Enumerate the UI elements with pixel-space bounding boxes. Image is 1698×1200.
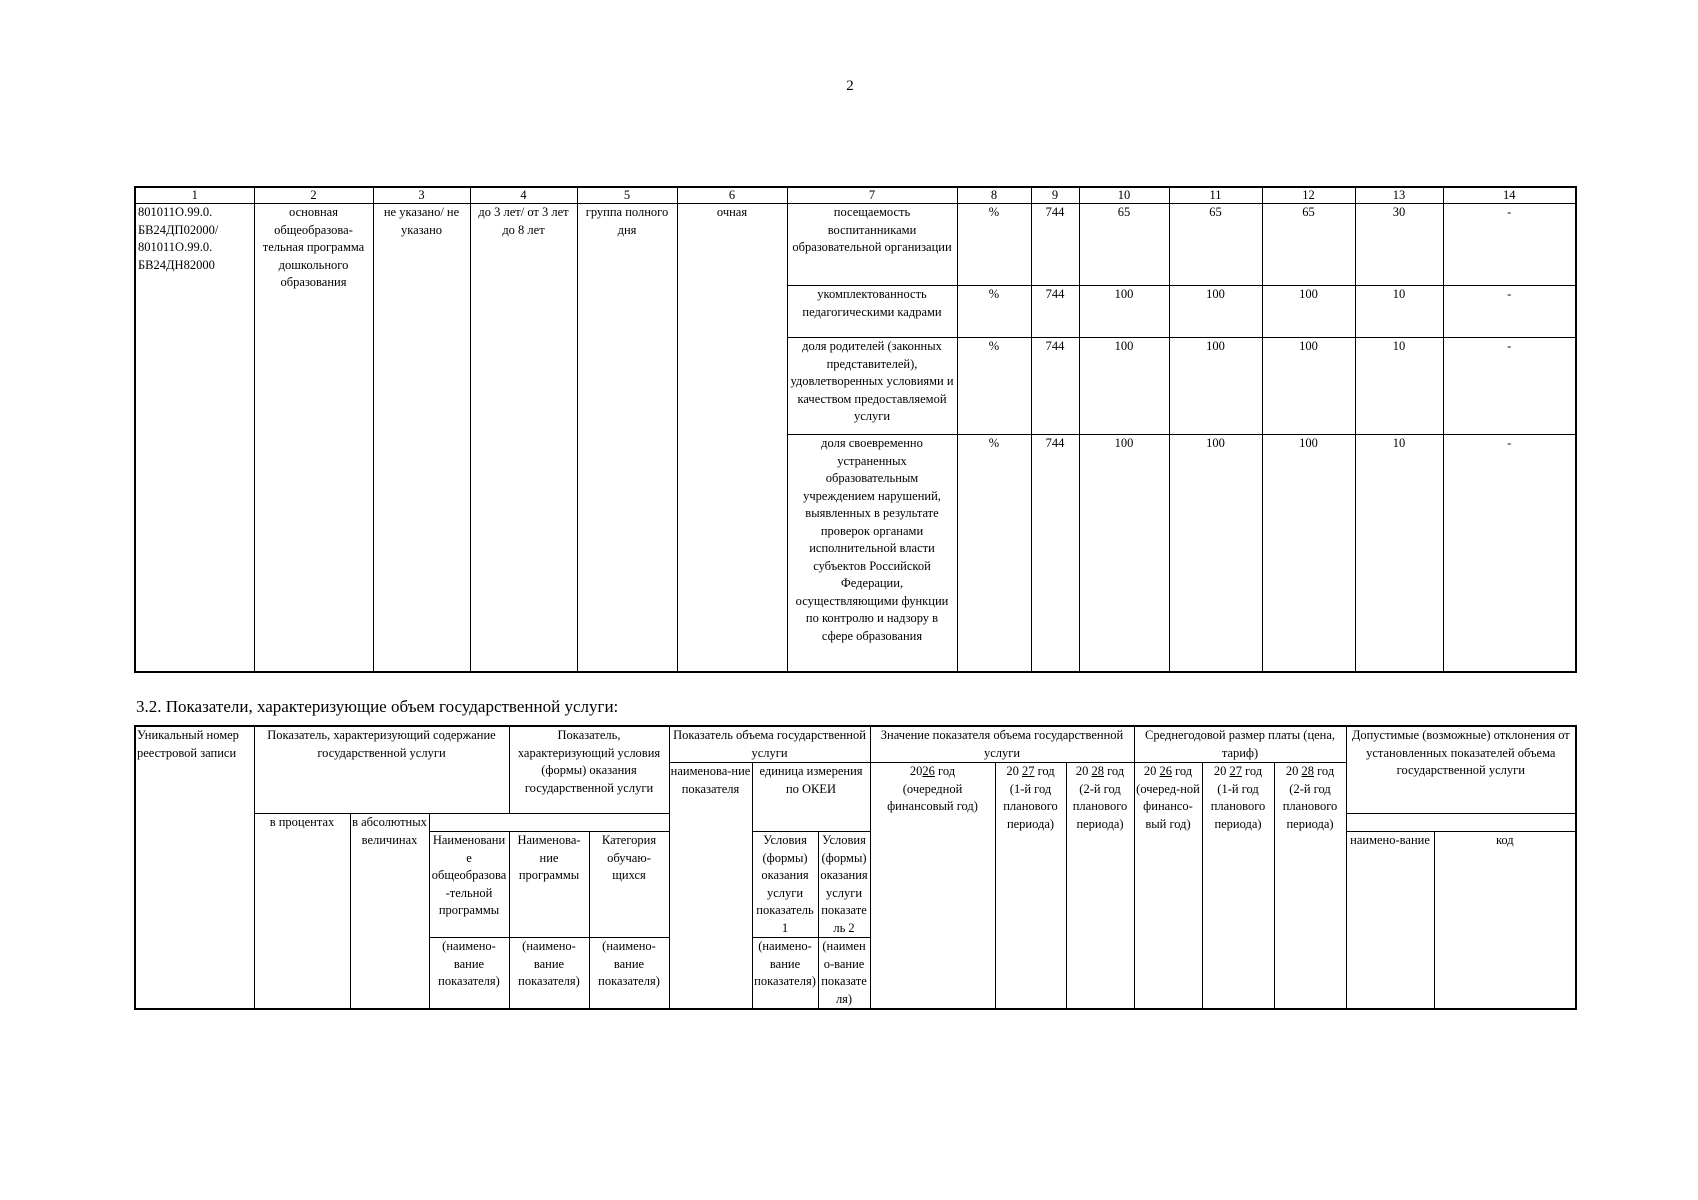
group-cell: группа полного дня: [577, 204, 677, 672]
section-title: 3.2. Показатели, характеризующие объем государственной услуги:: [136, 697, 619, 716]
year-2026-header: [870, 763, 995, 1010]
form-cell: очная: [677, 204, 787, 672]
year-suffix: 27: [1021, 764, 1035, 778]
column-number: 4: [470, 187, 577, 204]
column-number: 6: [677, 187, 787, 204]
year-2028-header: [1066, 763, 1134, 1010]
year-2027-header: [995, 763, 1066, 1010]
unit-cell: %: [957, 286, 1031, 338]
fee-2028-header: [1274, 763, 1346, 1010]
year-suffix: 27: [1229, 764, 1242, 778]
column-number: 13: [1355, 187, 1443, 204]
okei-code-cell: 744: [1031, 286, 1079, 338]
conditions-indicator-header: Показатель, характеризующий условия (формы) оказания государственной услуги: [509, 726, 669, 814]
value-2027: 100: [1169, 286, 1262, 338]
name-hint: (наимено-вание показателя): [429, 938, 509, 1010]
year-prefix: 20: [1006, 764, 1019, 778]
sub-header: Условия (формы) оказания услуги показатель 1: [752, 832, 818, 938]
okei-code-cell: 744: [1031, 435, 1079, 672]
deviation-percent: 10: [1355, 338, 1443, 435]
period-label: (очеред-ной финансо-вый год): [1136, 781, 1200, 831]
column-number: 8: [957, 187, 1031, 204]
year-prefix: 20: [1213, 764, 1227, 778]
indicator-name: доля родителей (законных представителей), удовлетворенных условиями и качеством предоставляемой услуги: [787, 338, 957, 435]
sub-header: Наименование общеобразова-тельной программы: [429, 832, 509, 938]
fee-2026-header: [1134, 763, 1202, 1010]
period-label: (2-й год планового периода): [1282, 781, 1338, 831]
age-cell: до 3 лет/ от 3 лет до 8 лет: [470, 204, 577, 672]
registry-header: Уникальный номер реестровой записи: [135, 726, 254, 1009]
sub-header: Категория обучаю-щихся: [589, 832, 669, 938]
indicator-name: доля своевременно устраненных образовательным учреждением нарушений, выявленных в результате проверок органами исполнительной власти субъектов Российской Федерации, осуществляющими функции по контролю и надзору в сфере образования: [787, 435, 957, 672]
sub-header: Наименова-ние программы: [509, 832, 589, 938]
indicator-name-header: наименова-ние показателя: [669, 763, 752, 1010]
value-2026: 100: [1079, 286, 1169, 338]
year-word: год: [1175, 764, 1193, 778]
header-row: [135, 726, 1576, 763]
column-number: 10: [1079, 187, 1169, 204]
value-2028: 100: [1262, 286, 1355, 338]
column-number: 9: [1031, 187, 1079, 204]
year-suffix: 28: [1091, 764, 1104, 778]
column-number: 11: [1169, 187, 1262, 204]
registry-number-cell: 801011О.99.0. БВ24ДП02000/ 801011О.99.0. БВ24ДН82000: [135, 204, 254, 672]
column-number: 14: [1443, 187, 1576, 204]
period-label: (очередной финансовый год): [887, 781, 978, 813]
table-row: [135, 204, 1576, 286]
deviation-absolute: -: [1443, 338, 1576, 435]
indicator-name: укомплектованность педагогическими кадрами: [787, 286, 957, 338]
unit-name-header: наимено-вание: [1346, 832, 1434, 1010]
value-2028: 65: [1262, 204, 1355, 286]
deviation-percent: 10: [1355, 286, 1443, 338]
period-label: (2-й год планового периода): [1072, 781, 1128, 831]
value-2026: 65: [1079, 204, 1169, 286]
value-2028: 100: [1262, 435, 1355, 672]
column-number: 3: [373, 187, 470, 204]
column-number: 7: [787, 187, 957, 204]
value-2026: 100: [1079, 435, 1169, 672]
okei-code-cell: 744: [1031, 204, 1079, 286]
deviation-absolute: -: [1443, 435, 1576, 672]
sub-header: Условия (формы) оказания услуги показатель 2: [818, 832, 870, 938]
okei-code-cell: 744: [1031, 338, 1079, 435]
deviation-percent: 30: [1355, 204, 1443, 286]
year-suffix: 26: [1159, 764, 1172, 778]
name-hint: (наимено-вание показателя): [589, 938, 669, 1010]
year-prefix: 20: [1075, 764, 1089, 778]
page-number: 2: [846, 78, 854, 94]
column-number: 12: [1262, 187, 1355, 204]
year-word: год: [1245, 764, 1263, 778]
unit-code-header: код: [1434, 832, 1576, 1010]
deviation-absolute: -: [1443, 286, 1576, 338]
name-hint: (наимено-вание показателя): [509, 938, 589, 1010]
content-indicator-header: Показатель, характеризующий содержание государственной услуги: [254, 726, 509, 814]
year-suffix: 26: [922, 764, 935, 778]
quality-indicators-table: [134, 186, 1577, 673]
volume-indicators-table: [134, 725, 1577, 1010]
fee-2027-header: [1202, 763, 1274, 1010]
year-word: год: [1317, 764, 1335, 778]
category-cell: не указано/ не указано: [373, 204, 470, 672]
year-prefix: 20: [1143, 764, 1157, 778]
unit-cell: %: [957, 435, 1031, 672]
program-cell: основная общеобразова-тельная программа дошкольного образования: [254, 204, 373, 672]
year-prefix: 20: [909, 764, 923, 778]
deviation-absolute: -: [1443, 204, 1576, 286]
indicator-name: посещаемость воспитанниками образовательной организации: [787, 204, 957, 286]
unit-cell: %: [957, 204, 1031, 286]
name-hint: (наимено-вание показателя): [818, 938, 870, 1010]
year-word: год: [1107, 764, 1125, 778]
unit-cell: %: [957, 338, 1031, 435]
value-2027: 100: [1169, 338, 1262, 435]
column-number: 2: [254, 187, 373, 204]
year-word: год: [938, 764, 956, 778]
period-label: (1-й год планового периода): [1003, 781, 1058, 831]
value-2027: 100: [1169, 435, 1262, 672]
name-hint: (наимено-вание показателя): [752, 938, 818, 1010]
value-2028: 100: [1262, 338, 1355, 435]
year-prefix: 20: [1285, 764, 1299, 778]
allowed-deviation-header: Допустимые (возможные) отклонения от установленных показателей объема государственной услуги: [1346, 726, 1576, 814]
deviation-absolute-header: в абсолютных величинах: [350, 814, 429, 1010]
year-suffix: 28: [1301, 764, 1314, 778]
deviation-percent: 10: [1355, 435, 1443, 672]
deviation-percent-header: в процентах: [254, 814, 350, 1010]
column-number-row: [135, 187, 1576, 204]
column-number: 5: [577, 187, 677, 204]
volume-indicator-header: Показатель объема государственной услуги: [669, 726, 870, 763]
year-word: год: [1037, 764, 1055, 778]
unit-okei-header: единица измерения по ОКЕИ: [752, 763, 870, 832]
column-number: 1: [135, 187, 254, 204]
period-label: (1-й год планового периода): [1210, 781, 1266, 831]
volume-value-header: Значение показателя объема государственной услуги: [870, 726, 1134, 763]
annual-fee-header: Среднегодовой размер платы (цена, тариф): [1134, 726, 1346, 763]
value-2027: 65: [1169, 204, 1262, 286]
value-2026: 100: [1079, 338, 1169, 435]
